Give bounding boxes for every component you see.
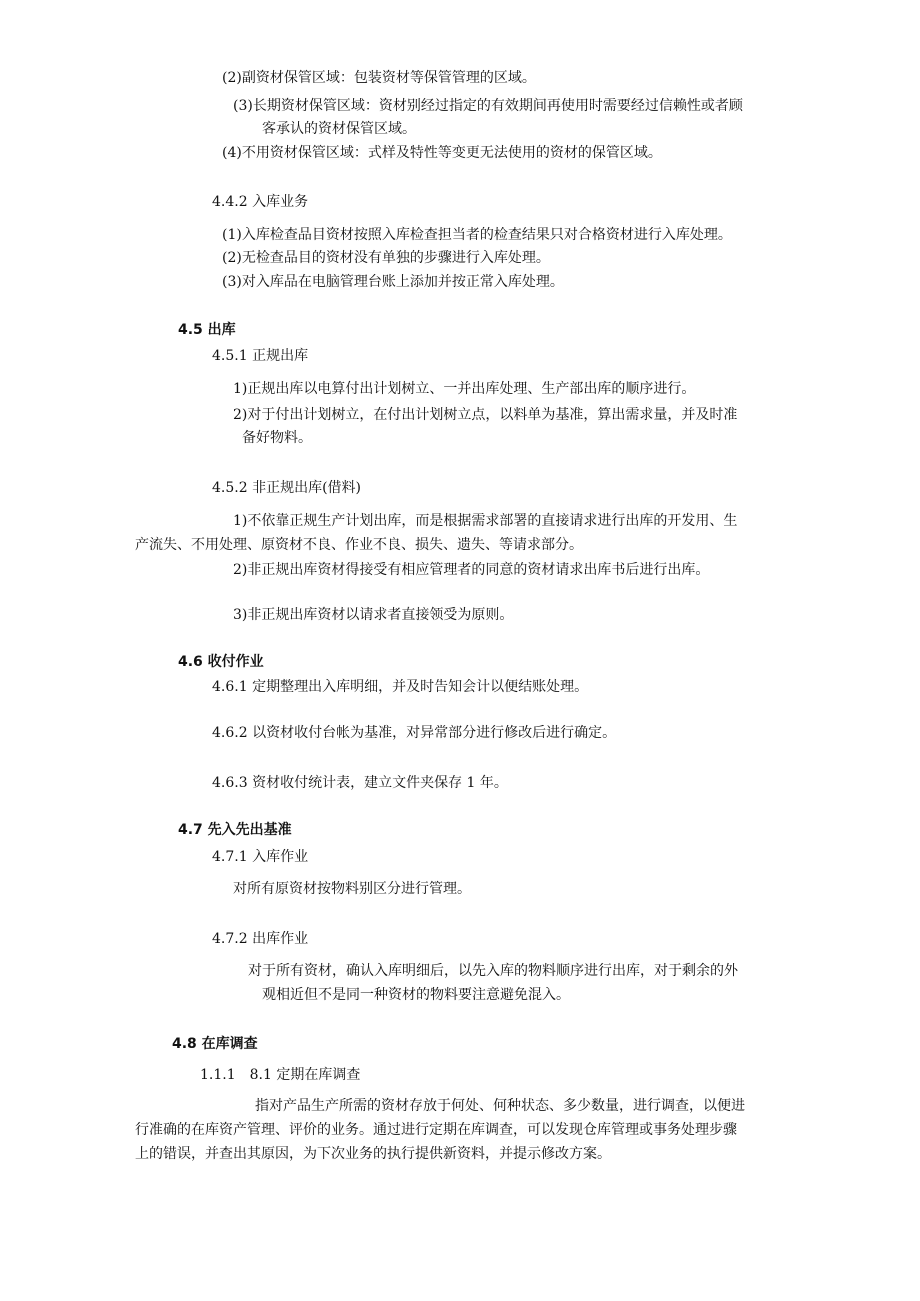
irregular-outbound-item-1-line2: 产流失、不用处理、原资材不良、作业不良、损失、遗失、等请求部分。 (135, 537, 583, 553)
inbound-item-3: (3)对入库品在电脑管理台账上添加并按正常入库处理。 (222, 274, 564, 290)
section-4-6-heading: 4.6 收付作业 (178, 654, 264, 670)
area-item-3-line1: (3)长期资材保管区域：资材别经过指定的有效期间再使用时需要经过信赖性或者顾 (233, 98, 743, 114)
irregular-outbound-item-3: 3)非正规出库资材以请求者直接领受为原则。 (233, 607, 514, 623)
area-item-2: (2)副资材保管区域：包装资材等保管管理的区域。 (222, 70, 536, 86)
inventory-survey-para-line1: 指对产品生产所需的资材存放于何处、何种状态、多少数量，进行调查，以便进 (255, 1098, 745, 1114)
section-4-5-2-title: 4.5.2 非正规出库(借料) (212, 480, 361, 496)
section-4-7-1-text: 对所有原资材按物料别区分进行管理。 (233, 881, 471, 897)
section-4-6-3: 4.6.3 资材收付统计表，建立文件夹保存 1 年。 (212, 775, 508, 791)
section-4-7-2-title: 4.7.2 出库作业 (212, 931, 309, 947)
section-4-7-heading: 4.7 先入先出基准 (178, 822, 292, 838)
area-item-3-line2: 客承认的资材保管区域。 (262, 121, 416, 137)
section-4-7-2-line2: 观相近但不是同一种资材的物料要注意避免混入。 (262, 987, 570, 1003)
regular-outbound-item-1: 1)正规出库以电算付出计划树立、一并出库处理、生产部出库的顺序进行。 (233, 381, 696, 397)
irregular-outbound-item-1-line1: 1)不依靠正规生产计划出库，而是根据需求部署的直接请求进行出库的开发用、生 (233, 513, 738, 529)
section-4-8-heading: 4.8 在库调查 (172, 1036, 258, 1052)
inbound-item-1: (1)入库检查品目资材按照入库检查担当者的检查结果只对合格资材进行入库处理。 (222, 227, 732, 243)
section-4-7-1-title: 4.7.1 入库作业 (212, 849, 309, 865)
irregular-outbound-item-2: 2)非正规出库资材得接受有相应管理者的同意的资材请求出库书后进行出库。 (233, 562, 710, 578)
section-4-5-heading: 4.5 出库 (178, 322, 236, 338)
section-4-7-2-line1: 对于所有资材，确认入库明细后，以先入库的物料顺序进行出库，对于剩余的外 (248, 963, 738, 979)
section-8-1-title: 1.1.1 8.1 定期在库调查 (200, 1067, 361, 1083)
inbound-item-2: (2)无检查品目的资材没有单独的步骤进行入库处理。 (222, 250, 550, 266)
inventory-survey-para-line3: 上的错误，并查出其原因，为下次业务的执行提供新资料，并提示修改方案。 (135, 1146, 611, 1162)
inventory-survey-para-line2: 行准确的在库资产管理、评价的业务。通过进行定期在库调查，可以发现仓库管理或事务处理步骤 (135, 1122, 737, 1138)
section-4-6-2: 4.6.2 以资材收付台帐为基准，对异常部分进行修改后进行确定。 (212, 725, 617, 741)
section-4-4-2-title: 4.4.2 入库业务 (212, 194, 309, 210)
area-item-4: (4)不用资材保管区域：式样及特性等变更无法使用的资材的保管区域。 (222, 145, 662, 161)
section-4-5-1-title: 4.5.1 正规出库 (212, 348, 309, 364)
section-4-6-1: 4.6.1 定期整理出入库明细，并及时告知会计以便结账处理。 (212, 679, 589, 695)
regular-outbound-item-2-line2: 备好物料。 (242, 430, 312, 446)
regular-outbound-item-2-line1: 2)对于付出计划树立，在付出计划树立点，以料单为基准，算出需求量，并及时准 (233, 407, 738, 423)
